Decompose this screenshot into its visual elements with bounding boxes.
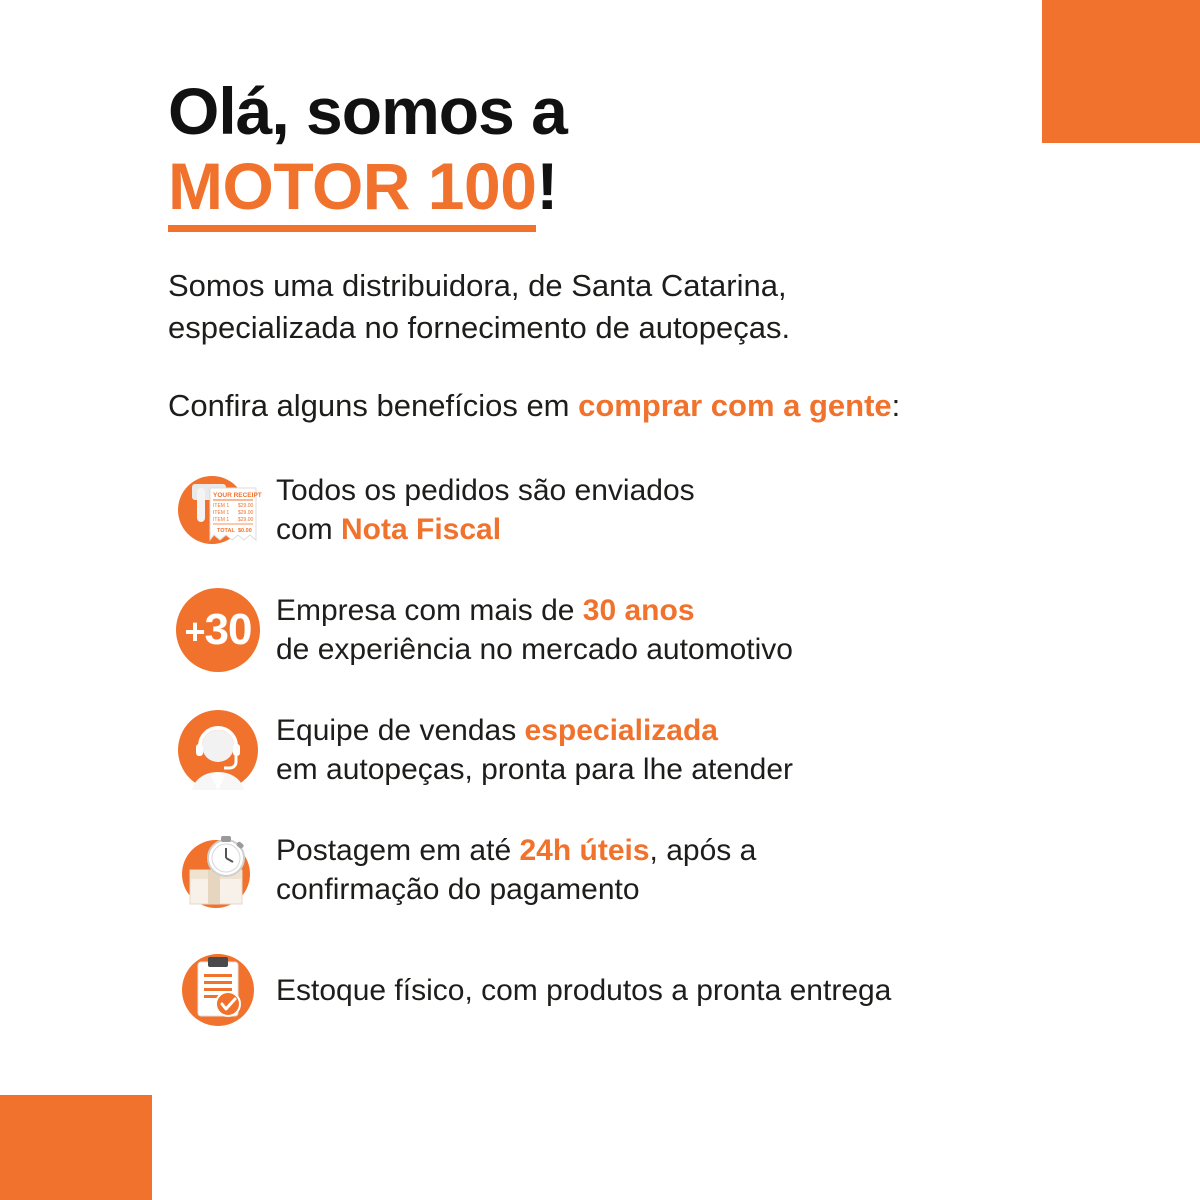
list-item (168, 942, 1068, 1038)
list-item-text (268, 711, 793, 791)
benefit-2-line2: de experiência no mercado automotivo (276, 633, 793, 667)
benefits-lead-prefix: Confira alguns benefícios em (168, 388, 579, 424)
benefit-4-line2: confirmação do pagamento (276, 873, 640, 907)
benefits-lead-suffix: : (891, 388, 901, 424)
benefit-3-line2: em autopeças, pronta para lhe atender (276, 753, 794, 787)
list-item-text (268, 591, 793, 671)
list-item-text (268, 471, 695, 551)
benefits-lead-highlight: comprar com a gente (578, 388, 892, 424)
subtitle-line2: especializada no fornecimento de autopeças. (168, 310, 791, 346)
benefit-3-line1-highlight: especializada (524, 713, 718, 747)
content-area (168, 74, 1068, 1062)
benefit-3-line1-prefix: Equipe de vendas (276, 713, 525, 747)
svg-text:TOTAL: TOTAL (217, 528, 235, 535)
badge-circle (176, 588, 260, 672)
svg-text:$29.00: $29.00 (238, 503, 254, 510)
svg-text:ITEM 1: ITEM 1 (213, 503, 230, 510)
list-item-text (268, 831, 756, 911)
benefits-lead (168, 386, 1068, 426)
support-agent-icon (168, 702, 268, 798)
list-item-text (268, 971, 891, 1011)
decorative-corner-bottom-left (0, 1095, 152, 1200)
package-stopwatch-icon (168, 822, 268, 918)
badge-30-icon (168, 582, 268, 678)
svg-text:YOUR RECEIPT: YOUR RECEIPT (213, 492, 262, 500)
subtitle (168, 265, 1068, 351)
svg-text:ITEM 1: ITEM 1 (213, 517, 230, 524)
badge-plus: + (184, 611, 205, 653)
svg-text:$0.00: $0.00 (238, 528, 252, 535)
badge-label (184, 605, 252, 655)
benefit-4-line1-highlight: 24h úteis (519, 833, 650, 867)
benefit-4-line1-prefix: Postagem em até (276, 833, 520, 867)
list-item (168, 582, 1068, 678)
svg-text:$29.00: $29.00 (238, 510, 254, 517)
receipt-icon (168, 462, 268, 558)
svg-text:$29.00: $29.00 (238, 517, 254, 524)
badge-number: 30 (204, 605, 252, 655)
benefit-1-line2-highlight: Nota Fiscal (341, 513, 502, 547)
benefit-1-line2-prefix: com (276, 513, 342, 547)
page-title-line1: Olá, somos a (168, 74, 567, 148)
benefit-2-line1-prefix: Empresa com mais de (276, 593, 583, 627)
brand-exclamation: ! (536, 149, 558, 224)
list-item (168, 462, 1068, 558)
benefit-2-line1-highlight: 30 anos (582, 593, 695, 627)
list-item (168, 822, 1068, 918)
brand-name: MOTOR 100 (168, 149, 536, 232)
benefit-4-line1-suffix: , após a (649, 833, 757, 867)
benefit-5-line1: Estoque físico, com produtos a pronta entrega (276, 973, 892, 1007)
list-item (168, 702, 1068, 798)
subtitle-line1: Somos uma distribuidora, de Santa Catarina, (168, 267, 787, 303)
benefit-list (168, 462, 1068, 1038)
benefit-1-line1: Todos os pedidos são enviados (276, 473, 695, 507)
svg-text:ITEM 1: ITEM 1 (213, 510, 230, 517)
clipboard-check-icon (168, 942, 268, 1038)
page-title-line2 (168, 149, 1068, 224)
